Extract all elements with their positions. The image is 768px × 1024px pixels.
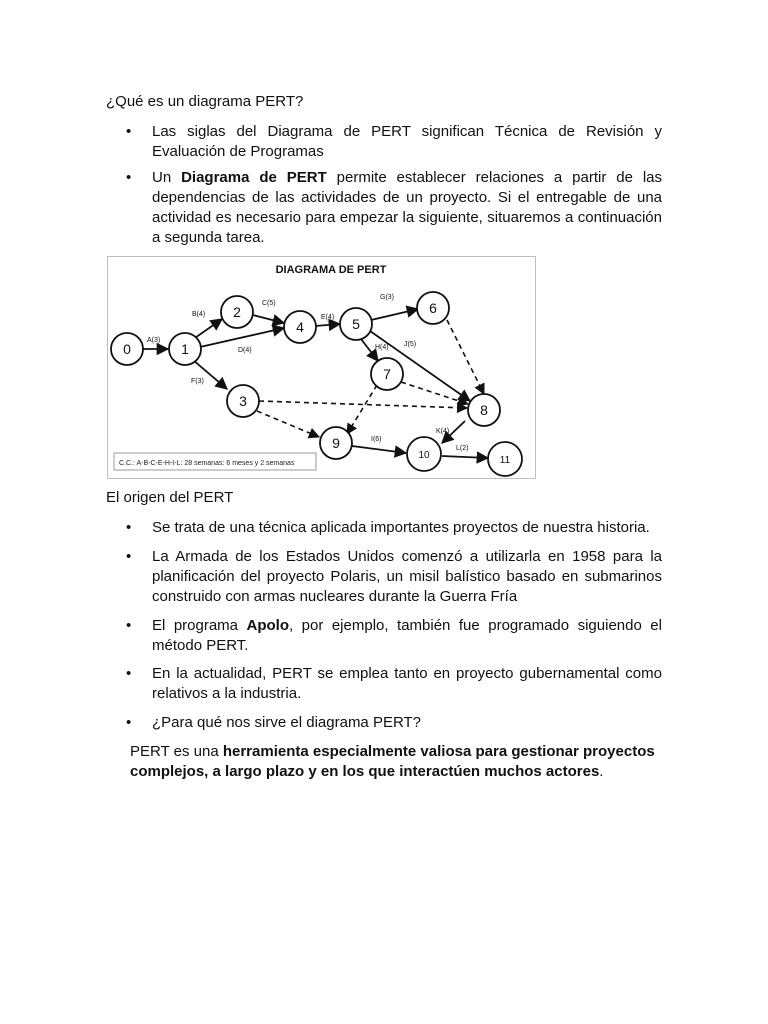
activity-j-label: J(5) [404, 341, 417, 348]
activity-g-label: G(3) [380, 294, 394, 301]
closing-bold: herramienta especialmente valiosa para gestionar proyectos complejos, a largo plazo y en los que interactúen muchos actores [130, 743, 655, 780]
activity-e-label: E(4) [321, 314, 335, 321]
edge-2-4 [253, 315, 284, 323]
edge-1-4 [200, 328, 284, 347]
bullet-definicion-text [152, 168, 662, 248]
node-1-label: 1 [181, 341, 189, 357]
dummy-3-8 [259, 401, 467, 408]
closing-paragraph [130, 742, 662, 782]
bullet-siglas-text: Las siglas del Diagrama de PERT significan Técnica de Revisión y Evaluación de Programas [152, 123, 662, 160]
node-8-label: 8 [480, 402, 488, 418]
critical-path-text: C.C.: A-B-C-E-H-I-L: 28 semanas: 6 meses y 2 semanas [119, 460, 295, 467]
bullet-definicion [126, 168, 662, 248]
bullet-tecnica [126, 518, 662, 538]
node-10-label: 10 [418, 450, 430, 461]
bullet-apolo-text [152, 616, 662, 656]
activity-h-label: H(4) [375, 344, 389, 351]
bullet-dot: • [126, 169, 132, 186]
node-7-label: 7 [383, 366, 391, 382]
activity-f-label: F(3) [191, 378, 204, 385]
activity-d-label: D(4) [238, 347, 252, 354]
edge-5-6 [371, 309, 418, 320]
bullet-dot: • [126, 714, 132, 731]
node-2-label: 2 [233, 304, 241, 320]
bullet-tecnica-text: Se trata de una técnica aplicada importantes proyectos de nuestra historia. [152, 519, 650, 536]
bullet-dot: • [126, 519, 132, 536]
node-5-label: 5 [352, 316, 360, 332]
definicion-pre: Un [152, 169, 182, 186]
apolo-post: , por ejemplo, también fue programado siguiendo el método PERT. [152, 617, 662, 654]
activity-c-label: C(5) [262, 300, 276, 307]
node-3-label: 3 [239, 393, 247, 409]
bullet-actualidad [126, 664, 662, 704]
bullet-armada-text: La Armada de los Estados Unidos comenzó a utilizarla en 1958 para la planificación del proyecto Polaris, un misil balístico basado en submarinos construido con armas nucleares durante la Guerra Fría [152, 548, 662, 605]
definicion-post: permite establecer relaciones a partir de las dependencias de las actividades de un proyecto. Si el entregable de una actividad es necesario para empezar la siguiente, situaremos a continuación a segunda tarea. [152, 169, 662, 246]
dummy-3-9 [257, 411, 319, 437]
heading-origen-pert: El origen del PERT [106, 489, 234, 506]
bullet-siglas [126, 122, 662, 162]
apolo-bold: Apolo [246, 617, 290, 634]
activity-l-label: L(2) [456, 445, 469, 452]
edge-9-10 [352, 446, 406, 453]
apolo-pre: El programa [152, 617, 247, 634]
bullet-para-que-text: ¿Para qué nos sirve el diagrama PERT? [152, 714, 422, 731]
node-11-label: 11 [499, 455, 511, 466]
dummy-7-9 [347, 385, 377, 434]
definicion-bold: Diagrama de PERT [181, 169, 327, 186]
node-9-label: 9 [332, 435, 340, 451]
activity-i-label: I(6) [371, 436, 382, 443]
closing-pre: PERT es una [130, 743, 223, 760]
edge-10-11 [442, 456, 488, 458]
edge-4-5 [315, 324, 340, 326]
node-4-label: 4 [296, 319, 304, 335]
pert-diagram-figure [107, 256, 536, 479]
node-0-label: 0 [123, 341, 131, 357]
bullet-apolo [126, 616, 662, 656]
heading-que-es-pert: ¿Qué es un diagrama PERT? [106, 93, 304, 110]
bullet-para-que [126, 713, 662, 733]
closing-post: . [599, 763, 604, 780]
node-6-label: 6 [429, 300, 437, 316]
bullet-dot: • [126, 548, 132, 565]
activity-k-label: K(4) [436, 428, 450, 435]
diagram-title: DIAGRAMA DE PERT [275, 264, 387, 276]
activity-a-label: A(3) [147, 337, 161, 344]
bullet-dot: • [126, 617, 132, 634]
bullet-actualidad-text: En la actualidad, PERT se emplea tanto en proyecto gubernamental como relativos a la industria. [152, 665, 662, 702]
bullet-armada [126, 547, 662, 607]
dummy-6-8 [447, 320, 484, 394]
pert-diagram-svg [108, 257, 535, 478]
bullet-dot: • [126, 123, 132, 140]
bullet-dot: • [126, 665, 132, 682]
activity-b-label: B(4) [192, 311, 206, 318]
